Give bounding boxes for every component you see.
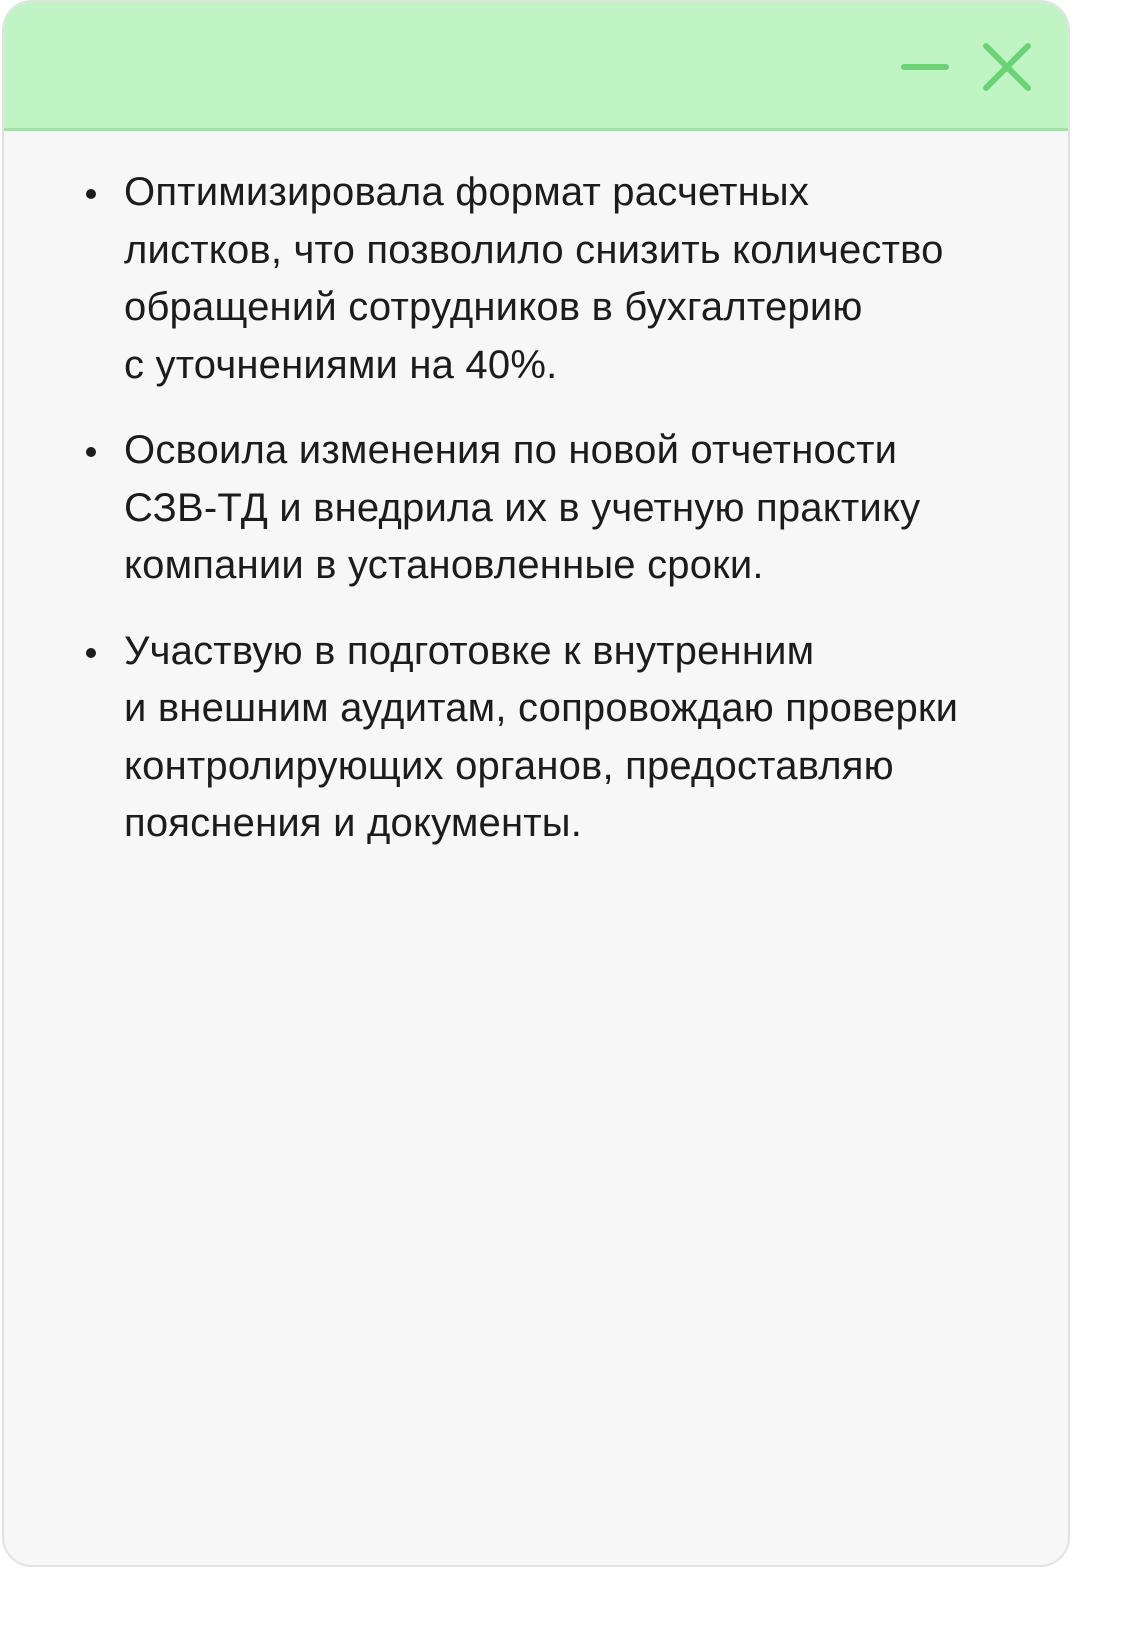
item-line: листков, что позволило снизить количество xyxy=(124,227,944,272)
minimize-icon xyxy=(899,40,953,94)
bullet-icon xyxy=(86,447,96,457)
item-line: компании в установленные сроки. xyxy=(124,543,764,587)
list-item xyxy=(82,422,1042,595)
bullet-list xyxy=(82,164,1042,853)
item-line: обращений сотрудников в бухгалтерию xyxy=(124,285,863,329)
item-line: Освоила изменения по новой отчетности xyxy=(124,428,898,472)
item-line: Участвую в подготовке к внутренним xyxy=(124,628,815,673)
item-line: СЗВ-ТД и внедрила их в учетную практику xyxy=(124,485,921,530)
content-area xyxy=(82,164,1042,881)
close-button[interactable] xyxy=(980,40,1034,94)
title-bar xyxy=(4,2,1068,131)
item-line: пояснения и документы. xyxy=(124,801,583,845)
window xyxy=(2,0,1070,1567)
bullet-icon xyxy=(86,189,96,199)
bullet-icon xyxy=(86,648,96,658)
list-item xyxy=(82,164,1042,394)
item-line: и внешним аудитам, сопровождаю проверки xyxy=(124,686,959,730)
item-line: Оптимизировала формат расчетных xyxy=(124,170,810,214)
minimize-button[interactable] xyxy=(899,40,953,94)
item-line: с уточнениями на 40%. xyxy=(124,342,558,387)
item-line: контролирующих органов, предоставляю xyxy=(124,743,894,788)
list-item xyxy=(82,623,1042,853)
close-icon xyxy=(980,40,1034,94)
